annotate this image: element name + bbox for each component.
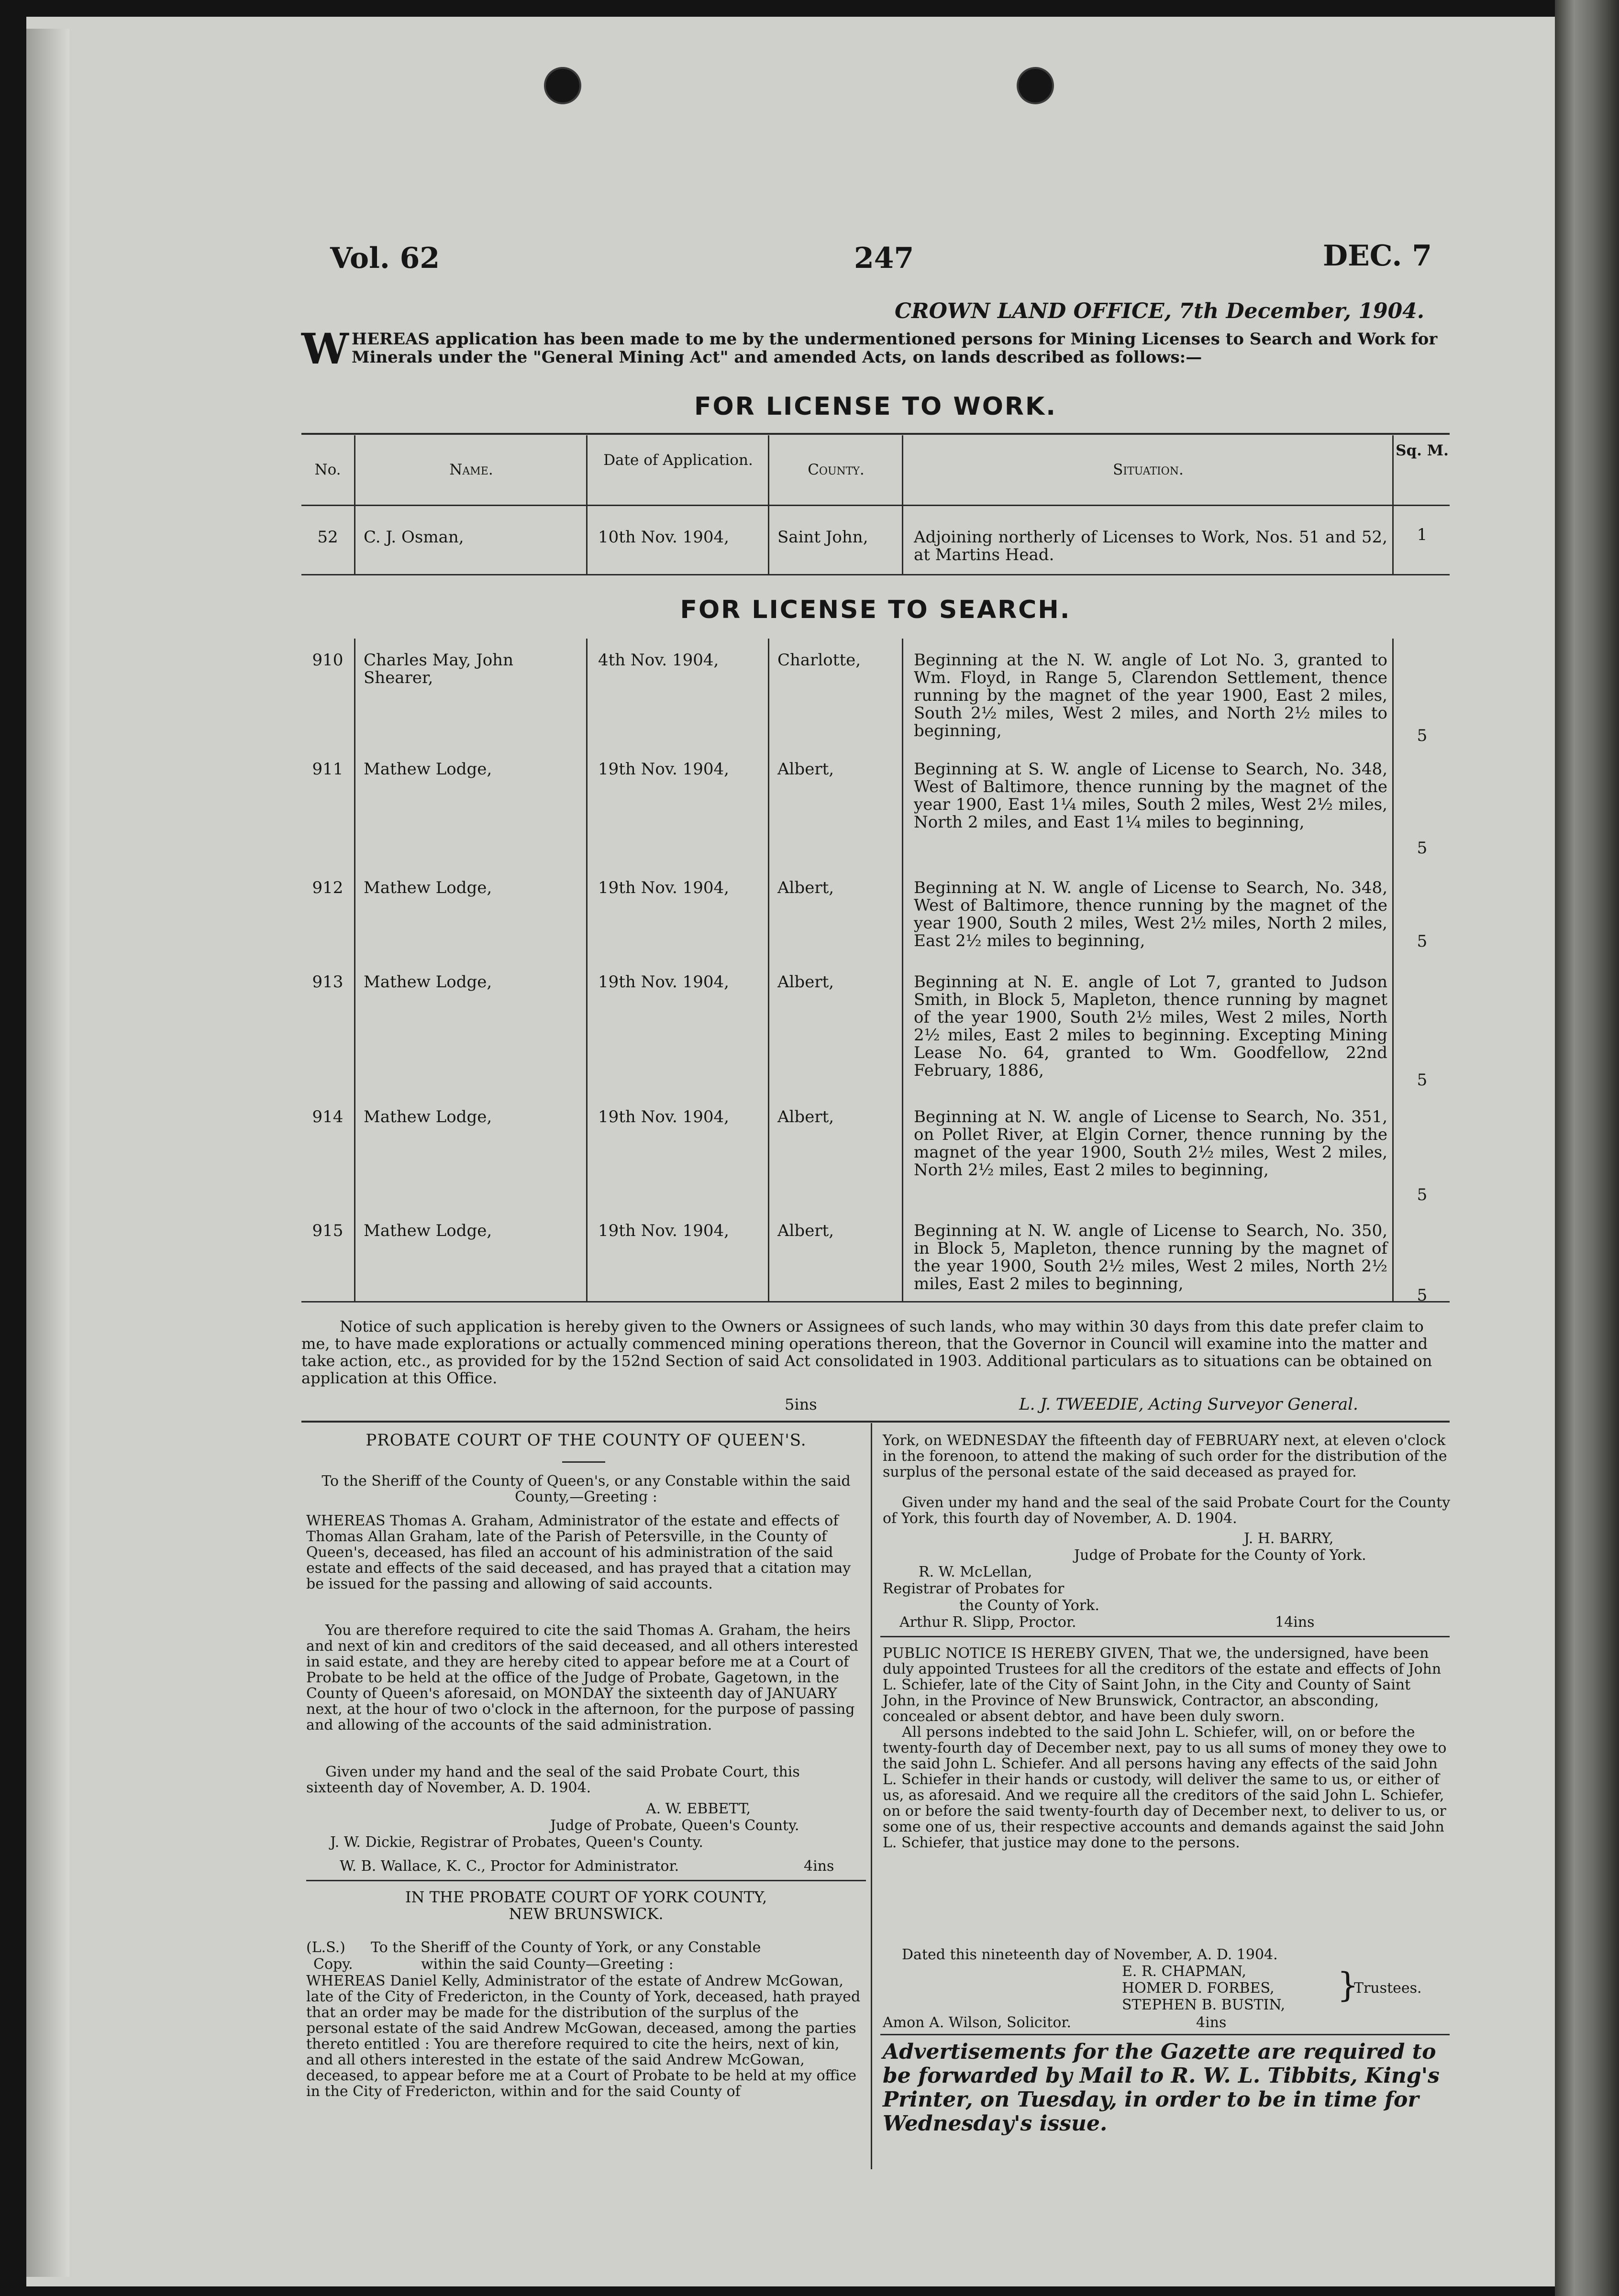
probate-york-proctor: Arthur R. Slipp, Proctor. (899, 1614, 1076, 1631)
intro-text: HEREAS application has been made to me by the undermentioned persons for Mining Licenses to Search and Work for Minerals under the "General Mining Act" and amended Acts, on lands described as follows:— (351, 330, 1438, 367)
probate-queens-judge: A. W. EBBETT, (646, 1800, 751, 1817)
row-sq-miles: 5 (1417, 1185, 1428, 1204)
row-number: 913 (312, 972, 344, 992)
row-number: 910 (312, 651, 344, 670)
public-notice-dated: Dated this nineteenth day of November, A. D. 1904. (902, 1946, 1278, 1963)
trustee-3: STEPHEN B. BUSTIN, (1122, 1997, 1286, 2013)
row-date: 19th Nov. 1904, (598, 1221, 729, 1240)
row-date: 19th Nov. 1904, (598, 878, 729, 897)
probate-york-salutation: To the Sheriff of the County of York, or any Constable (371, 1939, 761, 1956)
probate-queens-given: Given under my hand and the seal of the said Probate Court, this sixteenth day of November, A. D. 1904. (306, 1764, 800, 1796)
section-rule (880, 2034, 1450, 2035)
public-notice-insertions: 4ins (1196, 2014, 1227, 2031)
row-county: Albert, (777, 1107, 834, 1126)
intro-paragraph (301, 324, 1450, 374)
probate-york-whereas: WHEREAS Daniel Kelly, Administrator of the estate of Andrew McGowan, late of the City of Fredericton, in the County of York, deceased, hath prayed that an order may be made for the distribution of the surplus of the personal estate of the said Andrew McGowan, deceased, among the parties thereto entitled : You are therefore required to cite the heirs, next of kin, and all others interested in the estate of the said Andrew McGowan, deceased, to appear before me at a Court of Probate to be held at my office in the City of Fredericton, within and for the said County of (306, 1973, 861, 2100)
row-date: 19th Nov. 1904, (598, 760, 729, 779)
col-header-name: Name. (449, 461, 493, 478)
section-rule (880, 1636, 1450, 1637)
row-county: Saint John, (777, 528, 868, 547)
row-sq-miles: 5 (1417, 1286, 1428, 1305)
row-date: 19th Nov. 1904, (598, 1107, 729, 1126)
row-situation: Beginning at N. W. angle of License to Search, No. 350, in Block 5, Mapleton, thence running by the magnet of the year 1900, South 2½ miles, West 2 miles, North 2½ miles, East 2 miles to beginning, (914, 1221, 1387, 1293)
row-county: Charlotte, (777, 651, 861, 670)
short-rule (562, 1461, 605, 1463)
probate-york-judge-title: Judge of Probate for the County of York. (1074, 1547, 1366, 1564)
probate-queens-judge-title: Judge of Probate, Queen's County. (550, 1817, 799, 1834)
work-bottom-rule (301, 574, 1450, 575)
row-number: 915 (312, 1221, 344, 1240)
license-to-work-heading: FOR LICENSE TO WORK. (694, 392, 1057, 421)
col-divider (902, 639, 903, 1301)
notice-insertions: 5ins (785, 1395, 817, 1413)
page-number: 247 (854, 242, 914, 275)
row-sq-miles: 1 (1417, 525, 1428, 544)
trustees-brace: } (1337, 1965, 1359, 2005)
col-divider (354, 639, 355, 1301)
row-sq-miles: 5 (1417, 839, 1428, 858)
row-date: 4th Nov. 1904, (598, 651, 719, 670)
row-number: 911 (312, 760, 344, 779)
row-county: Albert, (777, 972, 834, 992)
probate-york-registrar-title: Registrar of Probates for (883, 1580, 1065, 1597)
probate-york-registrar-county: the County of York. (959, 1597, 1099, 1614)
row-county: Albert, (777, 1221, 834, 1240)
row-sq-miles: 5 (1417, 726, 1428, 745)
row-name: Mathew Lodge, (364, 1221, 492, 1240)
probate-york-seal: (L.S.) (306, 1939, 345, 1956)
public-notice-demands: All persons indebted to the said John L. Schiefer, will, on or before the twenty-fourth day of December next, pay to us all sums of money they owe to the said John L. Schiefer. And all persons having any effects of the said John L. Schiefer in their hands or custody, will deliver the same to us, or either of us, as aforesaid. And we require all the creditors of the said John L. Schiefer, on or before the said twenty-fourth day of December next, to deliver to us, or some one of us, their respective accounts and demands against the said John L. Schiefer, that justice may done to the persons. (883, 1724, 1447, 1851)
row-sq-miles: 5 (1417, 932, 1428, 951)
row-sq-miles: 5 (1417, 1071, 1428, 1090)
row-date: 10th Nov. 1904, (598, 528, 729, 547)
row-situation: Beginning at N. W. angle of License to Search, No. 351, on Pollet River, at Elgin Corner, thence running by the magnet of the year 1900, South 2½ miles, West 2 miles, North 2½ miles, East 2 miles to beginning, (914, 1107, 1387, 1180)
probate-queens-salutation: To the Sheriff of the County of Queen's, or any Constable within the said County,—Greeting : (322, 1473, 851, 1505)
row-name: Charles May, John Shearer, (364, 651, 513, 687)
row-situation: Beginning at N. E. angle of Lot 7, granted to Judson Smith, in Block 5, Mapleton, thence running by magnet of the year 1900, South 2½ miles, West 2 miles, North 2½ miles, East 2 miles to beginning. Excepting Mining Lease No. 64, granted to Wm. Goodfellow, 22nd February, 1886, (914, 972, 1387, 1080)
col-divider (354, 435, 355, 574)
crown-land-office-dateline: CROWN LAND OFFICE, 7th December, 1904. (895, 299, 1425, 323)
section-rule (306, 1880, 866, 1881)
probate-york-title: IN THE PROBATE COURT OF YORK COUNTY, (405, 1888, 767, 1906)
volume-label: Vol. 62 (330, 242, 440, 275)
row-date: 19th Nov. 1904, (598, 972, 729, 992)
search-bottom-rule (301, 1301, 1450, 1303)
row-number: 52 (317, 528, 338, 547)
probate-queens-registrar: J. W. Dickie, Registrar of Probates, Queen's County. (330, 1834, 703, 1851)
probate-york-given: Given under my hand and the seal of the said Probate Court for the County of York, this fourth day of November, A. D. 1904. (883, 1494, 1451, 1527)
punch-hole-right (1017, 67, 1054, 104)
trustee-1: E. R. CHAPMAN, (1122, 1963, 1246, 1980)
col-divider (586, 435, 588, 574)
col-header-sqm: Sq. M. (1396, 442, 1449, 459)
row-name: Mathew Lodge, (364, 760, 492, 779)
row-county: Albert, (777, 878, 834, 897)
gazette-advertisement-notice: Advertisements for the Gazette are required to be forwarded by Mail to R. W. L. Tibbits, King's Printer, on Tuesday, in order to be in time for Wednesday's issue. (883, 2040, 1440, 2136)
probate-york-judge: J. H. BARRY, (1244, 1530, 1334, 1547)
license-to-search-heading: FOR LICENSE TO SEARCH. (680, 596, 1071, 624)
drop-cap: W (301, 324, 349, 374)
punch-hole-left (544, 67, 581, 104)
probate-queens-proctor: W. B. Wallace, K. C., Proctor for Administrator. (340, 1858, 679, 1875)
probate-queens-citation: You are therefore required to cite the said Thomas A. Graham, the heirs and next of kin and creditors of the said deceased, and all others interested in said estate, and they are hereby cited to appear before me at a Court of Probate to be held at the office of the Judge of Probate, Gagetown, in the County of Queen's aforesaid, on MONDAY the sixteenth day of JANUARY next, at the hour of two o'clock in the afternoon, for the purpose of passing and allowing of the accounts of the said administration. (306, 1622, 858, 1733)
col-divider (768, 435, 769, 574)
probate-queens-title: PROBATE COURT OF THE COUNTY OF QUEEN'S. (366, 1431, 807, 1450)
trustees-label: Trustees. (1354, 1980, 1422, 1997)
row-number: 914 (312, 1107, 344, 1126)
public-notice-solicitor: Amon A. Wilson, Solicitor. (883, 2014, 1072, 2031)
row-county: Albert, (777, 760, 834, 779)
probate-york-salutation-cont: within the said County—Greeting : (421, 1956, 674, 1973)
binding-edge (1555, 0, 1619, 2296)
row-name: C. J. Osman, (364, 528, 464, 547)
issue-date: DEC. 7 (1323, 239, 1432, 273)
col-divider (586, 639, 588, 1301)
probate-york-subtitle: NEW BRUNSWICK. (509, 1905, 664, 1923)
row-name: Mathew Lodge, (364, 972, 492, 992)
row-situation: Beginning at the N. W. angle of Lot No. 3, granted to Wm. Floyd, in Range 5, Clarendon Settlement, thence running by the magnet of the year 1900, East 2 miles, South 2½ miles, West 2 miles, and North 2½ miles to beginning, (914, 651, 1387, 740)
trustee-2: HOMER D. FORBES, (1122, 1980, 1275, 1997)
col-header-county: County. (808, 461, 865, 478)
probate-york-insertions: 14ins (1275, 1614, 1315, 1631)
row-situation: Beginning at S. W. angle of License to Search, No. 348, West of Baltimore, thence running by the magnet of the year 1900, East 1¼ miles, South 2 miles, West 2½ miles, North 2 miles, and East 1¼ miles to beginning, (914, 760, 1387, 832)
table-top-rule (301, 433, 1450, 435)
probate-york-continuation: York, on WEDNESDAY the fifteenth day of FEBRUARY next, at eleven o'clock in the forenoon, to attend the making of such order for the distribution of the surplus of the personal estate of the said deceased as prayed for. (883, 1432, 1447, 1480)
section-rule (301, 1421, 1450, 1423)
col-divider (1392, 639, 1394, 1301)
row-number: 912 (312, 878, 344, 897)
header-bottom-rule (301, 505, 1450, 506)
probate-york-copy: Copy. (313, 1956, 353, 1973)
surveyor-general-signature: L. J. TWEEDIE, Acting Surveyor General. (1019, 1395, 1358, 1414)
probate-york-registrar-name: R. W. McLellan, (919, 1564, 1032, 1580)
col-header-no: No. (314, 461, 341, 478)
col-divider (1392, 435, 1394, 574)
row-situation: Adjoining northerly of Licenses to Work, Nos. 51 and 52, at Martins Head. (914, 528, 1387, 564)
probate-queens-insertions: 4ins (804, 1858, 834, 1875)
col-divider (902, 435, 903, 574)
col-header-date: Date of Application. (603, 452, 753, 469)
col-header-situation: Situation. (1113, 461, 1184, 478)
claim-notice-paragraph: Notice of such application is hereby given to the Owners or Assignees of such lands, who may within 30 days from this date prefer claim to me, to have made explorations or actually commenced mining operations thereon, that the Governor in Council will examine into the matter and take action, etc., as provided for by the 152nd Section of said Act consolidated in 1903. Additional particulars as to situations can be obtained on application at this Office. (301, 1317, 1432, 1387)
row-situation: Beginning at N. W. angle of License to Search, No. 348, West of Baltimore, thence running by the magnet of the year 1900, South 2 miles, West 2½ miles, North 2 miles, East 2½ miles to beginning, (914, 878, 1387, 950)
page-edge-left (26, 29, 69, 2277)
public-notice-intro: PUBLIC NOTICE IS HEREBY GIVEN, That we, the undersigned, have been duly appointed Trustees for all the creditors of the estate and effects of John L. Schiefer, late of the City of Saint John, in the City and County of Saint John, in the Province of New Brunswick, Contractor, an absconding, concealed or absent debtor, and have been duly sworn. (883, 1645, 1442, 1725)
probate-queens-whereas: WHEREAS Thomas A. Graham, Administrator of the estate and effects of Thomas Allan Graham, late of the Parish of Petersville, in the County of Queen's, deceased, has filed an account of his administration of the said estate and effects of the said deceased, and has prayed that a citation may be issued for the passing and allowing of said accounts. (306, 1512, 851, 1592)
row-name: Mathew Lodge, (364, 878, 492, 897)
row-name: Mathew Lodge, (364, 1107, 492, 1126)
column-divider (871, 1423, 872, 2169)
col-divider (768, 639, 769, 1301)
